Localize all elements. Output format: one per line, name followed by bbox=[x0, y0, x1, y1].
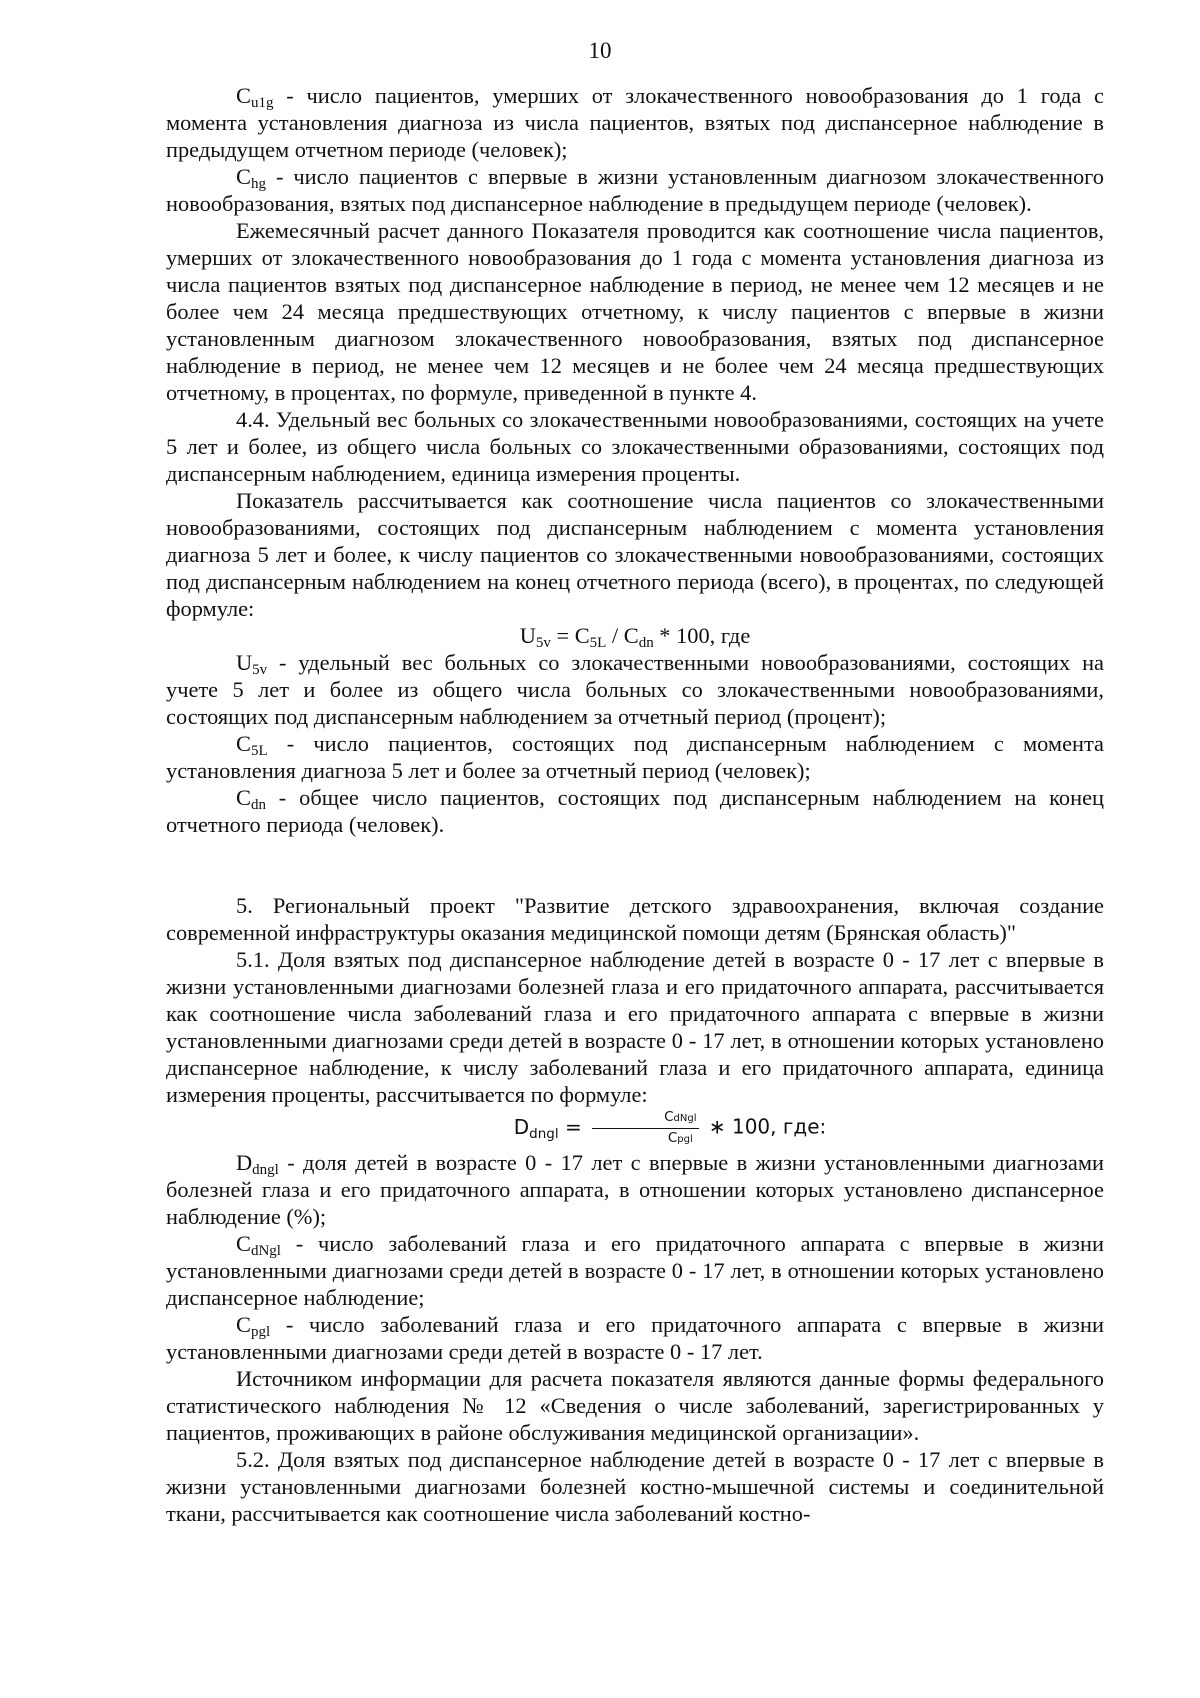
definition-text: - число заболеваний глаза и его придаточного аппарата с впервые в жизни установленными диагнозами среди детей в возрасте 0 - 17 лет, в отношении которых установлено диспансерное наблюдение; bbox=[166, 1231, 1104, 1310]
numerator-symbol: C bbox=[664, 1109, 674, 1125]
symbol-subscript: 5v bbox=[252, 662, 268, 678]
formula-lhs: U bbox=[519, 623, 536, 648]
formula-tail: ∗ 100, где: bbox=[702, 1114, 827, 1139]
formula-tail: * 100, где bbox=[653, 623, 751, 648]
symbol: C bbox=[236, 785, 251, 810]
definition-text: - число пациентов, состоящих под диспансерным наблюдением с момента установления диагноза 5 лет и более за отчетный период (человек); bbox=[166, 731, 1104, 783]
formula-eq: = bbox=[550, 623, 575, 648]
symbol-subscript: hg bbox=[250, 176, 266, 192]
definition-text: - удельный вес больных со злокачественными новообразованиями, состоящих на учете 5 лет и более из общего числа больных со злокачественными новообразованиями, состоящих под диспансерным наблюдением за отчетный период (процент); bbox=[166, 650, 1104, 729]
paragraph-ddngl-definition bbox=[166, 1149, 1104, 1230]
definition-text: - общее число пациентов, состоящих под диспансерным наблюдением на конец отчетного периода (человек). bbox=[166, 785, 1104, 837]
symbol-subscript: dNgl bbox=[250, 1243, 281, 1259]
formula-fraction bbox=[592, 1108, 698, 1149]
paragraph-c5l-definition bbox=[166, 730, 1104, 784]
denominator-sub: pgl bbox=[677, 1134, 693, 1145]
symbol: D bbox=[236, 1150, 253, 1175]
fraction-numerator bbox=[592, 1108, 698, 1129]
formula-u5v bbox=[166, 622, 1104, 649]
symbol: U bbox=[236, 650, 253, 675]
symbol-subscript: dn bbox=[250, 797, 266, 813]
paragraph-information-source: Источником информации для расчета показателя являются данные формы федерального статистического наблюдения № 12 «Сведения о числе заболеваний, зарегистрированных у пациентов, проживающих в районе обслуживания медицинской организации». bbox=[166, 1366, 1104, 1445]
denominator-symbol: C bbox=[667, 1130, 678, 1146]
paragraph-section-5-heading: 5. Региональный проект "Развитие детского здравоохранения, включая создание современной инфраструктуры оказания медицинской помощи детям (Брянская область)" bbox=[166, 893, 1104, 945]
formula-b-sub: dn bbox=[638, 635, 654, 651]
definition-text: - доля детей в возрасте 0 - 17 лет с впервые в жизни установленными диагнозами болезней глаза и его придаточного аппарата, в отношении которых установлено диспансерное наблюдение (%); bbox=[166, 1150, 1104, 1229]
formula-a-sub: 5L bbox=[589, 635, 607, 651]
paragraph-cdngl-definition bbox=[166, 1230, 1104, 1311]
paragraph-section-4-4: 4.4. Удельный вес больных со злокачественными новообразованиями, состоящих на учете 5 лет и более, из общего числа больных со злокачественными образованиями, состоящих под диспансерным наблюдением, единица измерения проценты. bbox=[166, 407, 1104, 486]
fraction-denominator bbox=[592, 1129, 698, 1149]
symbol-subscript: 5L bbox=[250, 743, 268, 759]
paragraph-cdn-definition bbox=[166, 784, 1104, 838]
symbol: C bbox=[236, 1312, 251, 1337]
document-body bbox=[166, 82, 1104, 1527]
formula-b: C bbox=[623, 623, 639, 648]
symbol: C bbox=[236, 1231, 251, 1256]
definition-text: - число пациентов с впервые в жизни установленным диагнозом злокачественного новообразования, взятых под диспансерное наблюдение в предыдущем периоде (человек). bbox=[166, 164, 1104, 216]
symbol-subscript: u1g bbox=[250, 95, 274, 111]
paragraph-cu1g-definition bbox=[166, 82, 1104, 163]
paragraph-cpgl-definition bbox=[166, 1311, 1104, 1365]
numerator-sub: dNgl bbox=[673, 1113, 697, 1124]
definition-text: - число пациентов, умерших от злокачественного новообразования до 1 года с момента установления диагноза из числа пациентов, взятых под диспансерное наблюдение в предыдущем отчетном периоде (человек); bbox=[166, 83, 1104, 162]
symbol-subscript: pgl bbox=[250, 1324, 271, 1340]
paragraph-section-5-2: 5.2. Доля взятых под диспансерное наблюдение детей в возрасте 0 - 17 лет с впервые в жизни установленными диагнозами болезней костно-мышечной системы и соединительной ткани, рассчитывается как соотношение числа заболеваний костно- bbox=[166, 1447, 1104, 1526]
formula-ddngl bbox=[166, 1108, 1104, 1149]
page-number: 10 bbox=[588, 38, 612, 63]
definition-text: - число заболеваний глаза и его придаточного аппарата с впервые в жизни установленными диагнозами среди детей в возрасте 0 - 17 лет. bbox=[166, 1312, 1104, 1364]
paragraph-chg-definition bbox=[166, 163, 1104, 217]
formula-lhs-group bbox=[513, 1114, 589, 1142]
paragraph-indicator-calculation: Показатель рассчитывается как соотношение числа пациентов со злокачественными новообразованиями, состоящих под диспансерным наблюдением с момента установления диагноза 5 лет и более, к числу пациентов со злокачественными новообразованиями, состоящих под диспансерным наблюдением на конец отчетного периода (всего), в процентах, по следующей формуле: bbox=[166, 488, 1104, 621]
formula-lhs-sub: 5v bbox=[535, 635, 551, 651]
paragraph-monthly-calculation: Ежемесячный расчет данного Показателя проводится как соотношение числа пациентов, умерших от злокачественного новообразования до 1 года с момента установления диагноза из числа пациентов взятых под диспансерное наблюдение в период, не менее чем 12 месяцев и не более чем 24 месяца предшествующих отчетному, к числу пациентов с впервые в жизни установленным диагнозом злокачественного новообразования, взятых под диспансерное наблюдение в период, не менее чем 12 месяцев и не более чем 24 месяца предшествующих отчетному, в процентах, по формуле, приведенной в пункте 4. bbox=[166, 218, 1104, 405]
symbol: C bbox=[236, 83, 251, 108]
formula-lhs: D bbox=[513, 1114, 530, 1139]
formula-slash: / bbox=[606, 623, 624, 648]
formula-eq: = bbox=[558, 1114, 589, 1139]
formula-a: C bbox=[574, 623, 590, 648]
symbol: C bbox=[236, 164, 251, 189]
paragraph-section-5-1: 5.1. Доля взятых под диспансерное наблюдение детей в возрасте 0 - 17 лет с впервые в жизни установленными диагнозами болезней глаза и его придаточного аппарата, рассчитывается как соотношение числа заболеваний глаза и его придаточного аппарата с впервые в жизни установленными диагнозами среди детей в возрасте 0 - 17 лет, в отношении которых установлено диспансерное наблюдение, к числу заболеваний глаза и его придаточного аппарата, единица измерения проценты, рассчитывается по формуле: bbox=[166, 947, 1104, 1107]
paragraph-u5v-definition bbox=[166, 649, 1104, 730]
symbol-subscript: dngl bbox=[252, 1162, 279, 1178]
formula-lhs-sub: dngl bbox=[529, 1125, 559, 1142]
symbol: C bbox=[236, 731, 251, 756]
